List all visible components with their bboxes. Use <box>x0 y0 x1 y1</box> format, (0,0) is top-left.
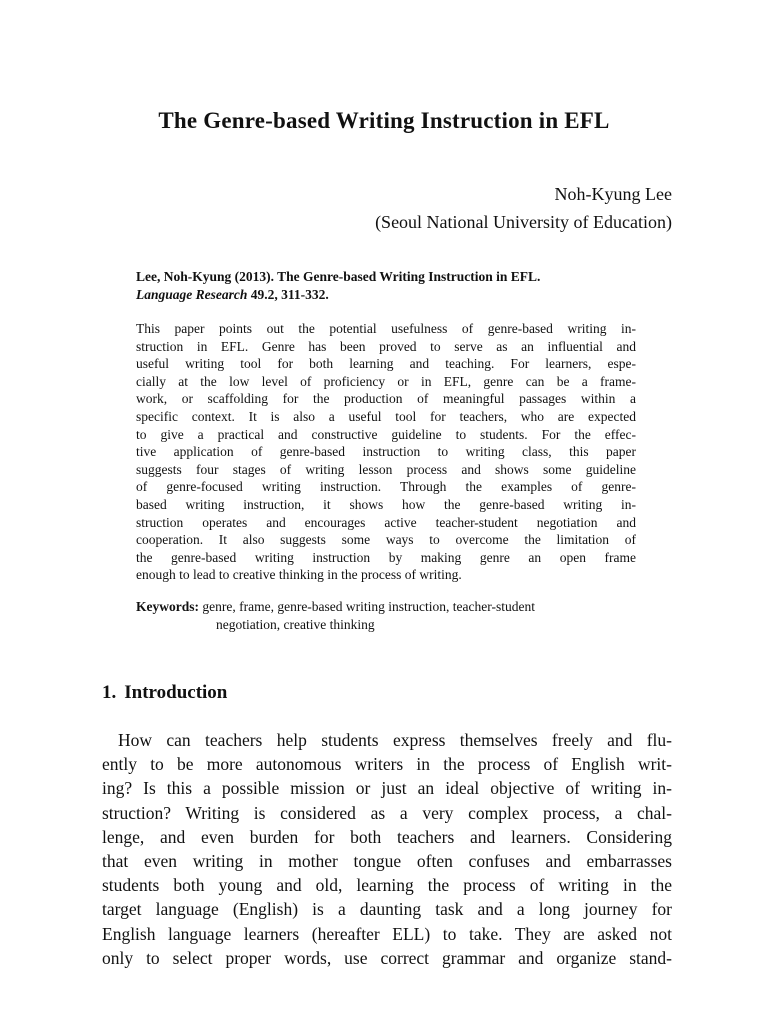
keywords <box>136 598 636 634</box>
abstract-line: based writing instruction, it shows how the genre-based writing in- <box>136 496 636 512</box>
keywords-line-1 <box>136 598 636 616</box>
abstract-line: cooperation. It also suggests some ways to overcome the limitation of <box>136 532 636 548</box>
abstract-line: useful writing tool for both learning and teaching. For learners, espe- <box>136 356 636 372</box>
keywords-label: Keywords: <box>136 599 199 614</box>
abstract-line: suggests four stages of writing lesson process and shows some guideline <box>136 461 636 477</box>
section-title: Introduction <box>124 682 228 703</box>
body-line: target language (English) is a daunting task and a long journey for <box>102 899 672 920</box>
body-line: English language learners (hereafter ELL) to take. They are asked not <box>102 923 672 944</box>
abstract-line: cially at the low level of proficiency or in EFL, genre can be a frame- <box>136 373 636 389</box>
abstract-line: to give a practical and constructive guideline to students. For the effec- <box>136 426 636 442</box>
author-block <box>375 180 672 236</box>
abstract-line: struction in EFL. Genre has been proved to serve as an influential and <box>136 338 636 354</box>
body-line: students both young and old, learning the process of writing in the <box>102 875 672 896</box>
abstract-line: tive application of genre-based instruction to writing class, this paper <box>136 444 636 460</box>
body-paragraph <box>102 728 672 970</box>
section-number: 1. <box>102 682 117 703</box>
abstract-line: enough to lead to creative thinking in the process of writing. <box>136 567 462 583</box>
abstract-line: work, or scaffolding for the production of meaningful passages within a <box>136 391 636 407</box>
keywords-list-1: genre, frame, genre-based writing instruction, teacher-student <box>199 599 535 614</box>
citation-line-2 <box>136 286 636 304</box>
body-line: struction? Writing is considered as a very complex process, a chal- <box>102 802 672 823</box>
body-line: ently to be more autonomous writers in the process of English writ- <box>102 754 672 775</box>
citation <box>136 268 636 304</box>
body-line: lenge, and even burden for both teachers and learners. Considering <box>102 826 672 847</box>
body-line: only to select proper words, use correct grammar and organize stand- <box>102 947 672 968</box>
abstract-line: the genre-based writing instruction by making genre an open frame <box>136 549 636 565</box>
citation-line-1: Lee, Noh-Kyung (2013). The Genre-based Writing Instruction in EFL. <box>136 269 541 284</box>
author-affiliation: (Seoul National University of Education) <box>375 212 672 232</box>
abstract-line: struction operates and encourages active teacher-student negotiation and <box>136 514 636 530</box>
section-heading <box>102 682 227 704</box>
abstract-line: This paper points out the potential usefulness of genre-based writing in- <box>136 321 636 336</box>
body-line: that even writing in mother tongue often confuses and embarrasses <box>102 851 672 872</box>
body-line: How can teachers help students express themselves freely and flu- <box>118 730 672 750</box>
abstract <box>136 320 636 584</box>
citation-journal: Language Research <box>136 287 248 302</box>
body-line: ing? Is this a possible mission or just an ideal objective of writing in- <box>102 778 672 799</box>
abstract-line: of genre-focused writing instruction. Through the examples of genre- <box>136 479 636 495</box>
citation-details: 49.2, 311-332. <box>247 287 329 302</box>
abstract-line: specific context. It is also a useful tool for teachers, who are expected <box>136 408 636 424</box>
author-name: Noh-Kyung Lee <box>554 184 672 204</box>
keywords-list-2: negotiation, creative thinking <box>216 617 375 632</box>
paper-title: The Genre-based Writing Instruction in EFL <box>158 108 610 133</box>
